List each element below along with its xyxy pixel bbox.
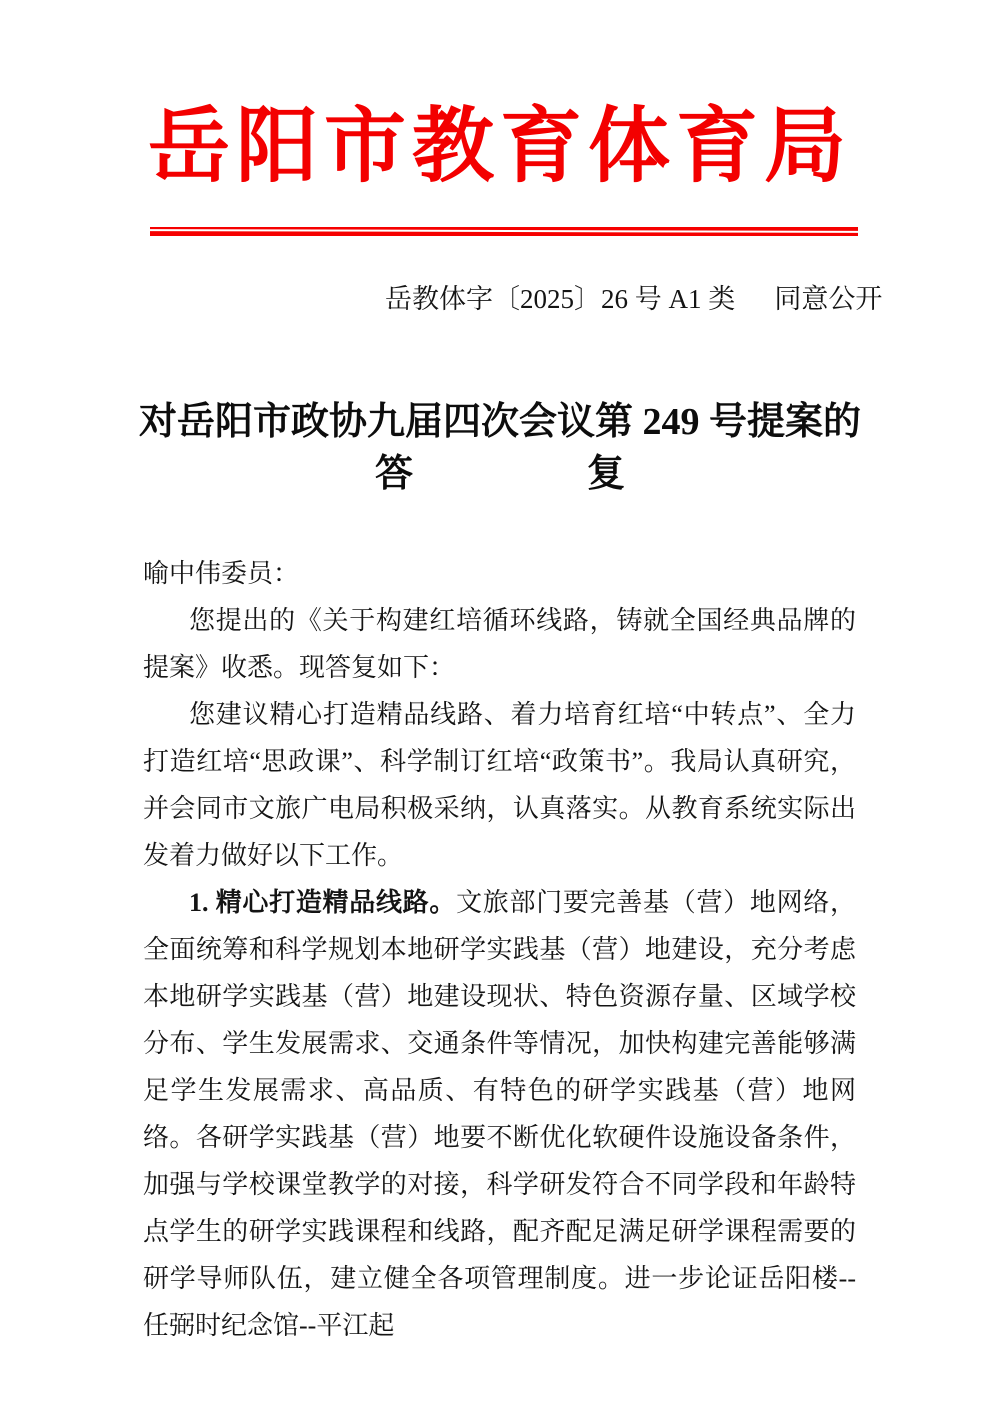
agency-letterhead-title: 岳阳市教育体育局 xyxy=(147,101,852,192)
document-body xyxy=(143,550,856,1349)
publicity-status-text: 同意公开 xyxy=(774,284,883,314)
document-title-line-1: 对岳阳市政协九届四次会议第 249 号提案的 xyxy=(138,401,861,443)
title-char-right: 复 xyxy=(587,453,626,495)
paragraph-suggestion-summary: 您建议精心打造精品线路、着力培育红培“中转点”、全力打造红培“思政课”、科学制订红培“政策书”。我局认真研究，并会同市文旅广电局积极采纳，认真落实。从教育系统实际出发着力做好以下工作。 xyxy=(143,700,856,870)
measure-1-body-text: 文旅部门要完善基（营）地网络，全面统筹和科学规划本地研学实践基（营）地建设，充分考虑本地研学实践基（营）地建设现状、特色资源存量、区域学校分布、学生发展需求、交通条件等情况，加快构建完善能够满足学生发展需求、高品质、有特色的研学实践基（营）地网络。各研学实践基（营）地要不断优化软硬件设施设备条件，加强与学校课堂教学的对接，科学研发符合不同学段和年龄特点学生的研学实践课程和线路，配齐配足满足研学课程需要的研学导师队伍，建立健全各项管理制度。进一步论证岳阳楼--任弼时纪念馆--平江起 xyxy=(143,888,856,1340)
title-char-left: 答 xyxy=(374,453,413,495)
letterhead-divider-rule xyxy=(150,227,858,236)
paragraph-measure-1 xyxy=(143,879,856,1349)
salutation-line: 喻中伟委员： xyxy=(143,559,300,588)
doc-reference-line xyxy=(385,281,882,317)
document-title-line-2 xyxy=(0,448,1000,500)
doc-number-text: 岳教体字〔2025〕26 号 A1 类 xyxy=(385,284,736,314)
measure-1-bold-lead: 1. 精心打造精品线路。 xyxy=(189,888,457,917)
paragraph-opening: 您提出的《关于构建红培循环线路，铸就全国经典品牌的提案》收悉。现答复如下： xyxy=(143,606,856,682)
document-title xyxy=(0,396,1000,500)
